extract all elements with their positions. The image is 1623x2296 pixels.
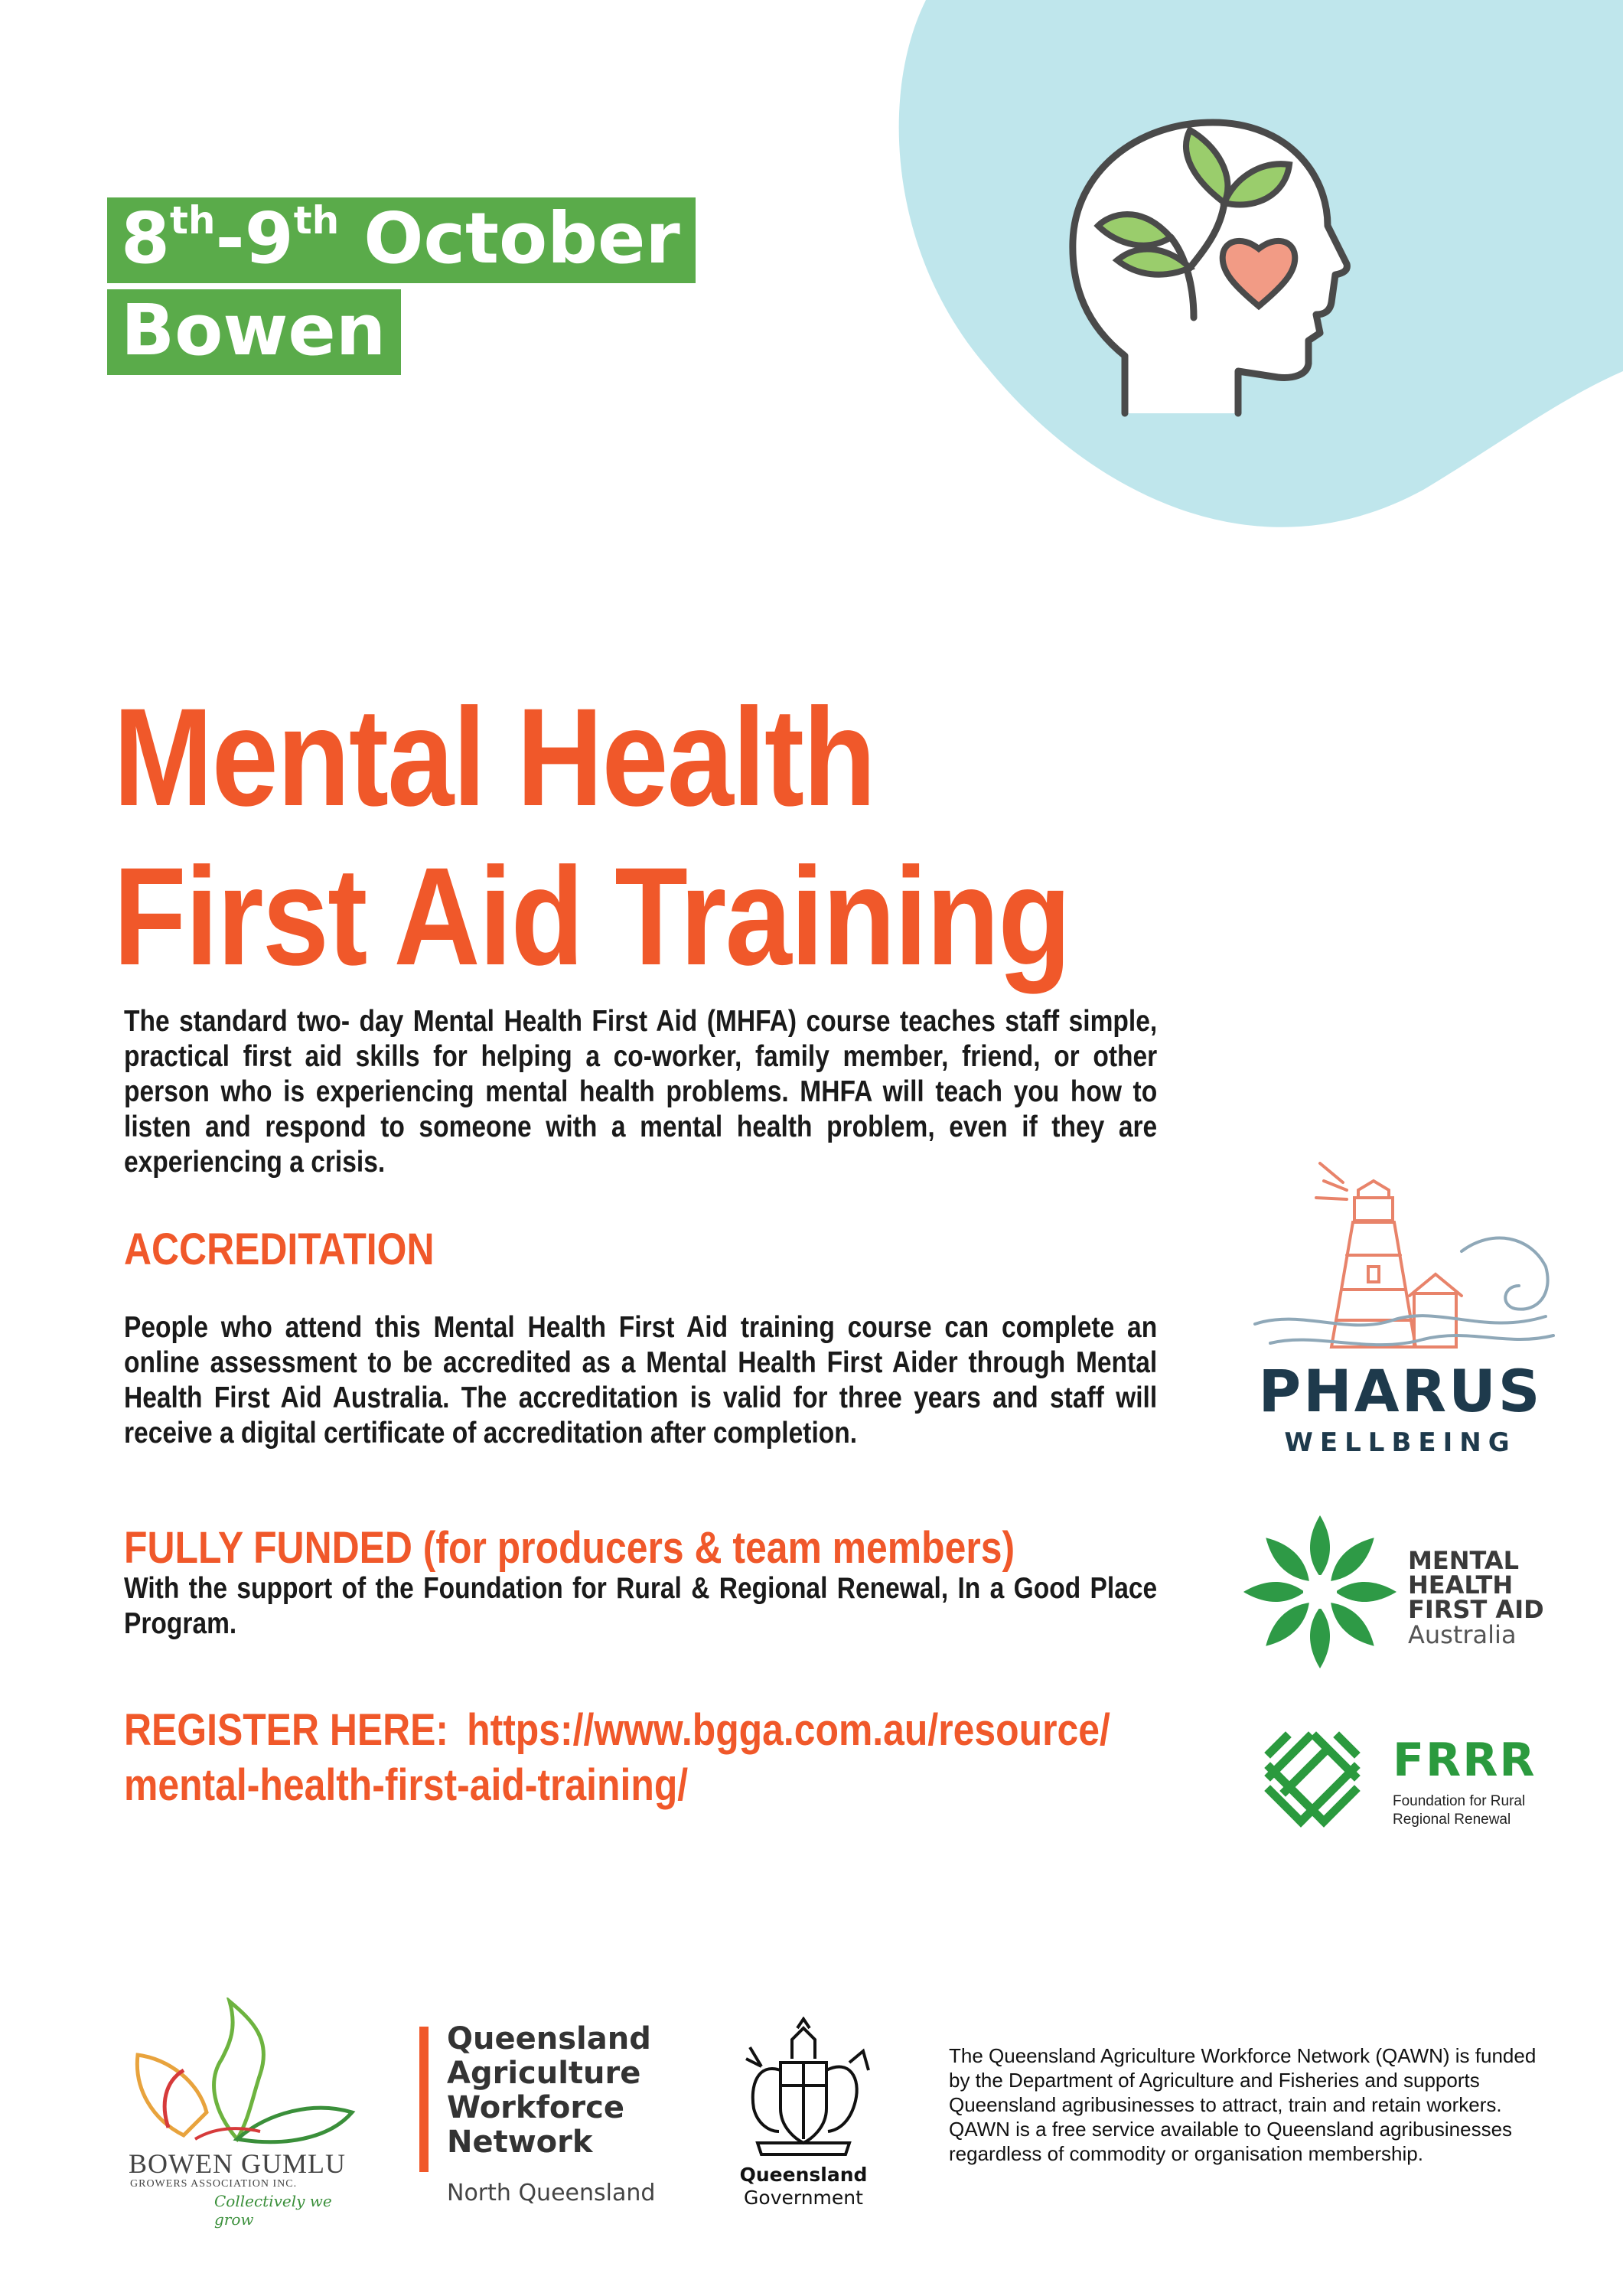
frrr-name: FRRR — [1393, 1733, 1537, 1787]
qawn-line-1: Queensland — [447, 2021, 651, 2056]
register-link[interactable]: https://www.bgga.com.au/resource/ — [467, 1705, 1110, 1755]
qawn-region: North Queensland — [447, 2180, 656, 2206]
pharus-subtitle: WELLBEING — [1284, 1427, 1517, 1458]
qld-name: Queensland — [739, 2164, 868, 2186]
bowen-association: GROWERS ASSOCIATION INC. — [130, 2178, 298, 2190]
frrr-pattern-icon — [1255, 1722, 1370, 1837]
qawn-line-4: Network — [447, 2125, 593, 2160]
mhfa-line-1: MENTAL — [1408, 1546, 1519, 1575]
frrr-subtitle-line-2: Regional Renewal — [1393, 1812, 1511, 1828]
qld-crest-icon — [727, 2017, 880, 2162]
event-location: Bowen — [107, 289, 401, 375]
qawn-wordmark — [447, 2022, 651, 2160]
lighthouse-icon — [1240, 1159, 1561, 1358]
bowen-leaf-icon — [122, 1998, 375, 2151]
mhfa-country: Australia — [1408, 1620, 1517, 1649]
qld-government: Government — [744, 2187, 863, 2209]
date-month: October — [339, 197, 680, 279]
mhfa-line-3: FIRST AID — [1408, 1595, 1544, 1624]
event-date — [107, 197, 696, 283]
qawn-line-3: Workforce — [447, 2090, 624, 2125]
pharus-name: PHARUS — [1258, 1357, 1543, 1425]
queensland-government-logo — [727, 2017, 880, 2216]
mhfa-australia-logo — [1243, 1512, 1550, 1672]
date-start-suffix: th — [170, 198, 216, 243]
accreditation-paragraph: People who attend this Mental Health First Aid training course can complete an online assessment to be accredited as a Mental Health First Aider through Mental Health First Aid Australia. The accreditation is valid for three years and staff will receive a digital certificate of accreditation after completion. — [124, 1311, 1158, 1450]
register-section — [124, 1703, 1110, 1813]
mhfa-flower-icon — [1243, 1512, 1396, 1672]
event-date-location — [107, 197, 696, 375]
title-line-1: Mental Health — [113, 679, 875, 835]
date-separator: -9 — [215, 197, 294, 279]
frrr-subtitle-line-1: Foundation for Rural — [1393, 1793, 1526, 1809]
funding-paragraph: With the support of the Foundation for Rural & Regional Renewal, In a Good Place Program. — [124, 1572, 1158, 1640]
mhfa-line-2: HEALTH — [1408, 1570, 1514, 1600]
qawn-logo — [419, 2021, 664, 2210]
page-title — [113, 677, 1070, 996]
register-label: REGISTER HERE: — [124, 1705, 449, 1755]
register-link-continued[interactable]: mental-health-first-aid-training/ — [124, 1760, 689, 1810]
head-plant-heart-icon — [1064, 111, 1370, 432]
bowen-gumlu-logo — [122, 1998, 375, 2229]
date-end-suffix: th — [293, 198, 340, 243]
pharus-wellbeing-logo — [1240, 1159, 1561, 1466]
intro-paragraph: The standard two- day Mental Health First Aid (MHFA) course teaches staff simple, practical first aid skills for helping a co-worker, family member, friend, or other person who is experiencing mental health problems. MHFA will teach you how to listen and respond to someone with a mental health problem, even if they are experiencing a crisis. — [124, 1005, 1158, 1179]
accreditation-heading: ACCREDITATION — [124, 1225, 435, 1274]
bowen-tagline: Collectively we grow — [214, 2192, 332, 2229]
funding-heading: FULLY FUNDED (for producers & team members) — [124, 1523, 1015, 1573]
date-start: 8 — [121, 197, 171, 279]
title-line-2: First Aid Training — [113, 838, 1071, 994]
frrr-subtitle — [1393, 1792, 1525, 1829]
bowen-name: BOWEN GUMLU — [129, 2148, 346, 2179]
qawn-description: The Queensland Agriculture Workforce Network (QAWN) is funded by the Department of Agriculture and Fisheries and supports Queensland agribusinesses to attract, train and retain workers. QAWN is a free service available to Queensland agribusinesses regardless of commodity or organisation membership. — [949, 2044, 1537, 2165]
mhfa-wordmark — [1408, 1548, 1544, 1622]
frrr-logo — [1255, 1722, 1561, 1837]
qawn-line-2: Agriculture — [447, 2056, 641, 2091]
qawn-accent-bar — [419, 2027, 429, 2172]
